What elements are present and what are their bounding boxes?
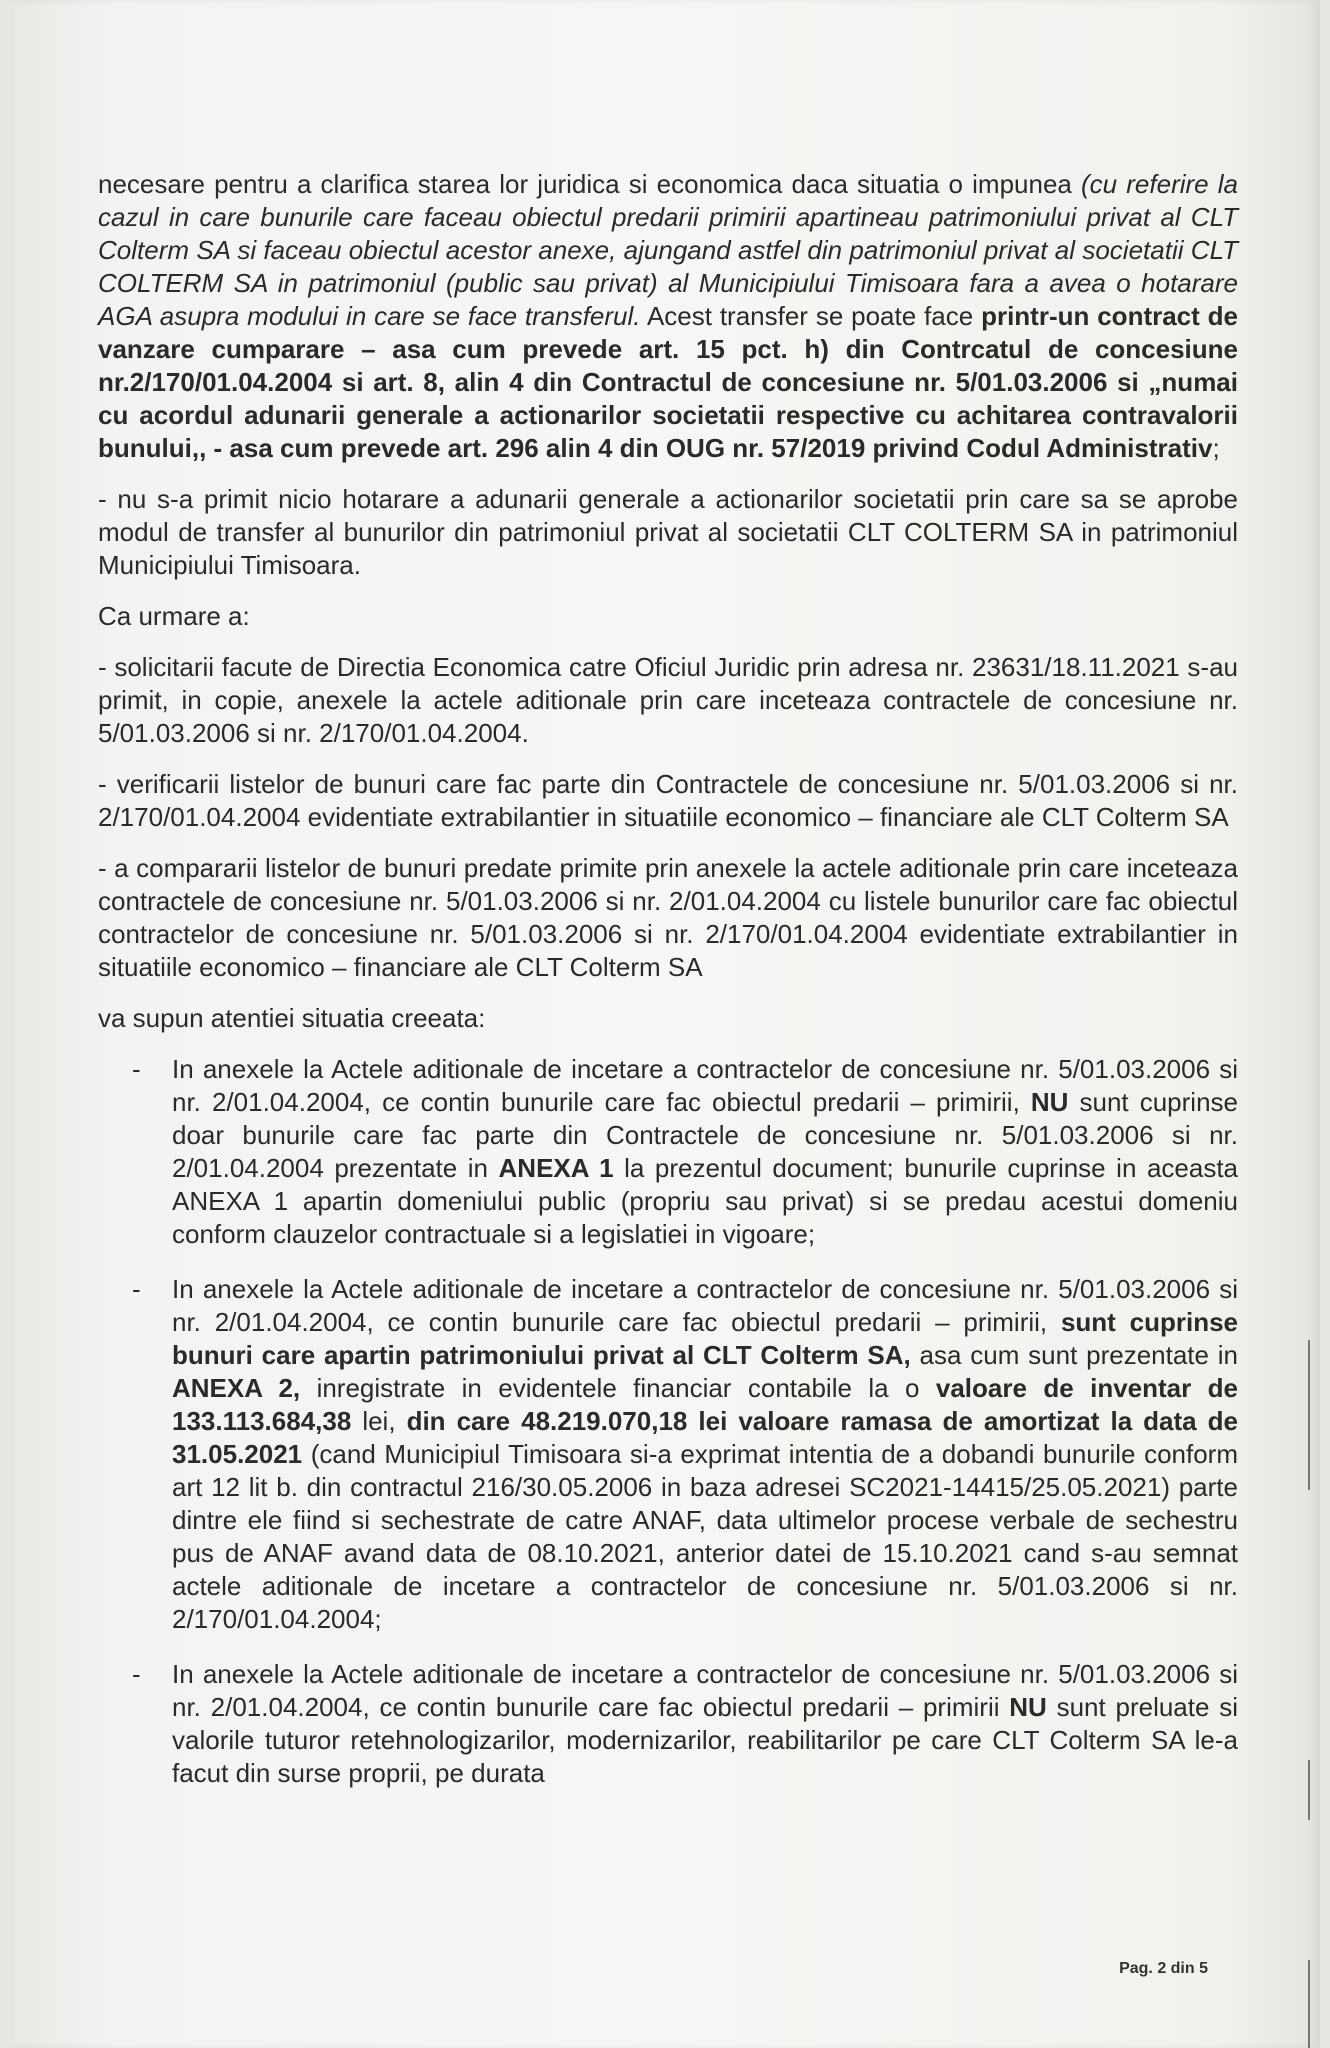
bullet2-text-2: asa cum sunt prezentate in: [910, 1340, 1239, 1370]
scan-edge-mark: [1308, 1340, 1310, 1490]
bullet3-text-2: sunt preluate si valorile tuturor retehnologizarilor, modernizarilor, reabilitarilor pe care CLT Colterm SA le-a facut din surse proprii, pe durata: [172, 1692, 1238, 1788]
va-supun-heading: va supun atentiei situatia creeata:: [98, 1003, 486, 1033]
paragraph-no-decision: - nu s-a primit nicio hotarare a adunarii generale a actionarilor societatii prin care sa se aprobe modul de transfer al bunurilor din patrimoniul privat al societatii CLT COLTERM SA in patrimoniul Municipiului Timisoara.: [98, 484, 1238, 580]
bullet2-bold-value: valoare de inventar de 133.113.684,38: [172, 1373, 1238, 1436]
document-body: [98, 168, 1238, 1812]
bullet2-text-5: (cand Municipiul Timisoara si-a exprimat intentia de a dobandi bunurile conform art 12 lit b. din contractul 216/30.05.2006 in baza adresei SC2021-14415/25.05.2021) parte dintre ele fiind si sechestrate de catre ANAF, data ultimelor procese verbale de sechestru pus de ANAF avand data de 08.10.2021, anterior datei de 15.10.2021 cand s-au semnat actele aditionale de incetare a contractelor de concesiune nr. 5/01.03.2006 si nr. 2/170/01.04.2004;: [172, 1439, 1238, 1634]
paragraph-verification: - verificarii listelor de bunuri care fac parte din Contractele de concesiune nr. 5/01.03.2006 si nr. 2/170/01.04.2004 evidentiate extrabilantier in situatiile economico – financiare ale CLT Colterm SA: [98, 769, 1238, 832]
intro-italic-text: (cu referire la cazul in care bunurile care faceau obiectul predarii primirii apartineau patrimoniului privat al CLT Colterm SA si faceau obiectul acestor anexe, ajungand astfel din patrimoniul privat al societatii CLT COLTERM SA in patrimoniul (public sau privat) al Municipiului Timisoara fara a avea o hotarare AGA asupra modului in care se face transferul.: [98, 169, 1238, 331]
dash-marker: -: [132, 1054, 141, 1084]
scan-edge-mark: [1308, 1960, 1310, 2048]
paragraph-intro: [98, 168, 1238, 465]
bullet2-bold-1: sunt cuprinse bunuri care apartin patrimoniului privat al CLT Colterm SA,: [172, 1307, 1238, 1370]
bullet1-bold-nu: NU: [1030, 1087, 1069, 1117]
bullet2-bold-remaining: din care 48.219.070,18 lei valoare ramasa de amortizat la data de 31.05.2021: [172, 1406, 1238, 1469]
bullet3-bold-nu: NU: [1009, 1692, 1047, 1722]
bullet2-text-4: lei,: [351, 1406, 407, 1436]
page-number: Pag. 2 din 5: [1119, 1960, 1208, 1977]
bullet3-text: In anexele la Actele aditionale de incetare a contractelor de concesiune nr. 5/01.03.2006 si nr. 2/01.04.2004, ce contin bunurile care fac obiectul predarii – primirii: [172, 1659, 1238, 1722]
bullet2-text: In anexele la Actele aditionale de incetare a contractelor de concesiune nr. 5/01.03.2006 si nr. 2/01.04.2004, ce contin bunurile care fac obiectul predarii – primirii,: [172, 1274, 1238, 1337]
paragraph-comparison: - a compararii listelor de bunuri predate primite prin anexele la actele aditionale prin care inceteaza contractele de concesiune nr. 5/01.03.2006 si nr. 2/01.04.2004 cu listele bunurilor care fac obiectul contractelor de concesiune nr. 5/01.03.2006 si nr. 2/170/01.04.2004 evidentiate extrabilantier in situatiile economico – financiare ale CLT Colterm SA: [98, 853, 1238, 982]
paragraph-request: - solicitarii facute de Directia Economica catre Oficiul Juridic prin adresa nr. 23631/18.11.2021 s-au primit, in copie, anexele la actele aditionale prin care inceteaza contractele de concesiune nr. 5/01.03.2006 si nr. 2/170/01.04.2004.: [98, 652, 1238, 748]
bullet1-bold-anexa: ANEXA 1: [498, 1153, 614, 1183]
bullet1-text: In anexele la Actele aditionale de incetare a contractelor de concesiune nr. 5/01.03.2006 si nr. 2/01.04.2004, ce contin bunurile care fac obiectul predarii – primirii,: [172, 1054, 1238, 1117]
intro-text: necesare pentru a clarifica starea lor juridica si economica daca situatia o impunea: [98, 169, 1082, 199]
intro-bold-text: printr-un contract de vanzare cumparare – asa cum prevede art. 15 pct. h) din Contrcatul de concesiune nr.2/170/01.04.2004 si art. 8, alin 4 din Contractul de concesiune nr. 5/01.03.2006 si „numai cu acordul adunarii generale a actionarilor societatii respective cu achitarea contravalorii bunului,, - asa cum prevede art. 296 alin 4 din OUG nr. 57/2019 privind Codul Administrativ: [98, 301, 1239, 463]
intro-end-text: ;: [1212, 433, 1220, 463]
scan-edge-mark: [1308, 1760, 1310, 1820]
document-page: [14, 0, 1320, 2048]
bullet1-text-3: la prezentul document; bunurile cuprinse in aceasta ANEXA 1 apartin domeniului public (propriu sau privat) si se predau acestui domeniu conform clauzelor contractuale si a legislatiei in vigoare;: [172, 1153, 1239, 1249]
list-item: [98, 1053, 1238, 1251]
intro-mid-text: Acest transfer se poate face: [640, 301, 982, 331]
bullet2-bold-anexa: ANEXA 2,: [172, 1373, 301, 1403]
findings-list: [98, 1053, 1238, 1790]
dash-marker: -: [132, 1659, 141, 1689]
list-item: [98, 1273, 1238, 1636]
ca-urmare-heading: Ca urmare a:: [98, 601, 250, 631]
bullet1-text-2: sunt cuprinse doar bunurile care fac parte din Contractele de concesiune nr. 5/01.03.2006 si nr. 2/01.04.2004 prezentate in: [172, 1087, 1238, 1183]
bullet2-text-3: inregistrate in evidentele financiar contabile la o: [300, 1373, 936, 1403]
dash-marker: -: [132, 1274, 141, 1304]
list-item: [98, 1658, 1238, 1790]
